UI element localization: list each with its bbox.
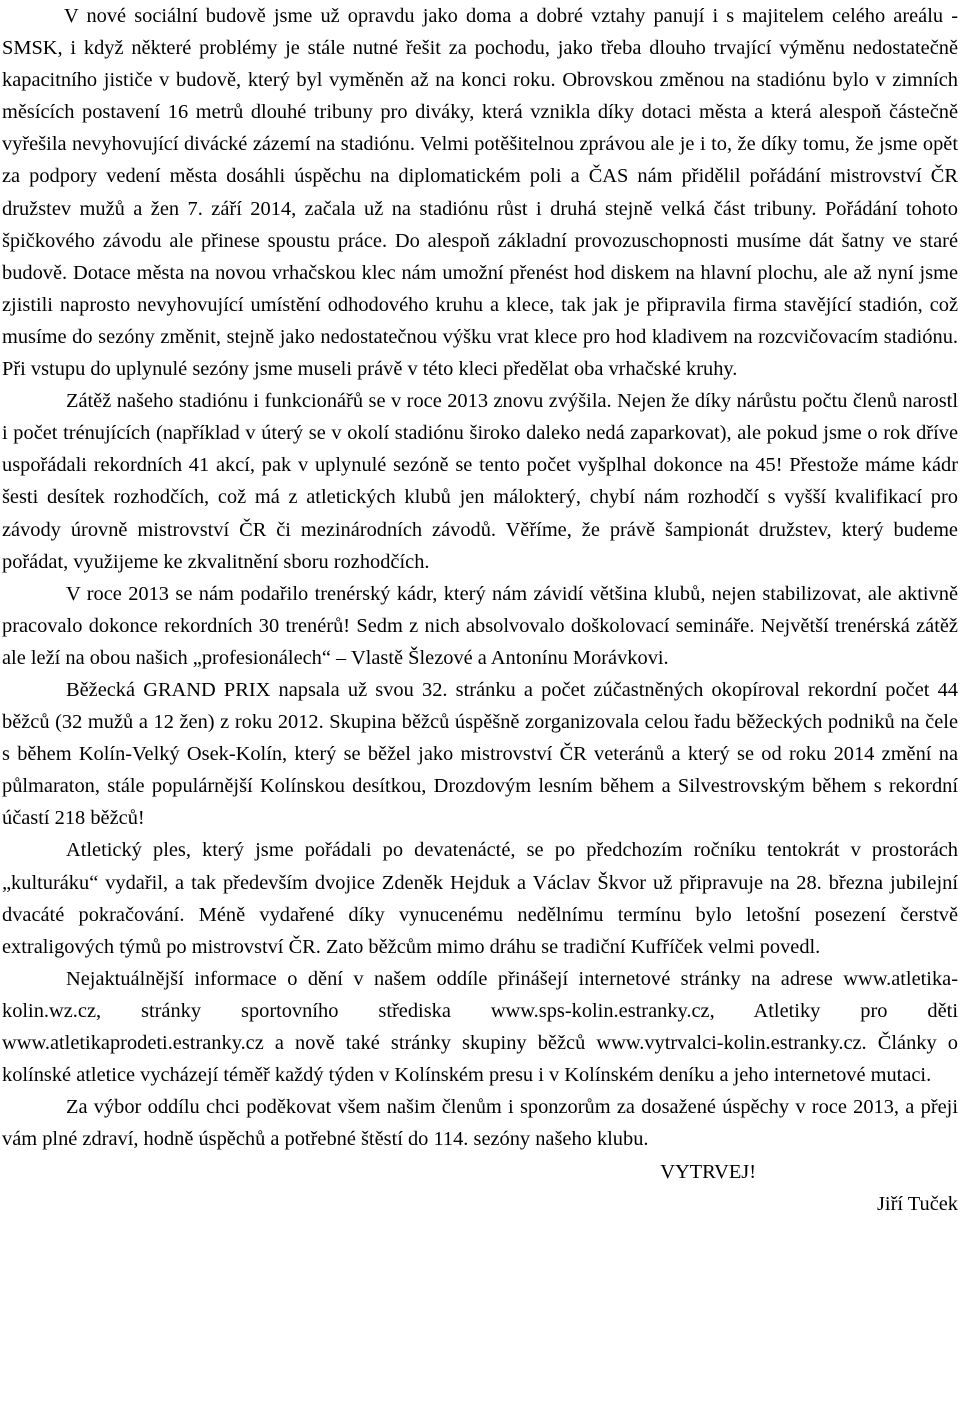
paragraph-ball: Atletický ples, který jsme pořádali po devatenácté, se po předchozím ročníku tentokrát v prostorách „kulturáku“ vydařil, a tak především dvojice Zdeněk Hejduk a Václav Škvor už připravuje na 28. března jubilejní dvacáté pokračování. Méně vydařené díky vynucenému nedělnímu termínu bylo letošní posezení čerstvě extraligových týmů po mistrovství ČR. Zato běžcům mimo dráhu se tradiční Kufříček velmi povedl. bbox=[2, 839, 958, 958]
paragraph-coaches: V roce 2013 se nám podařilo trenérský kádr, který nám závidí většina klubů, nejen stabilizovat, ale aktivně pracovalo dokonce rekordních 30 trenérů! Sedm z nich absolvovalo doškolovací semináře. Největší trenérská zátěž ale leží na obou našich „profesionálech“ – Vlastě Šlezové a Antonínu Morávkovi. bbox=[2, 582, 958, 669]
author-signature: Jiří Tuček bbox=[876, 1193, 958, 1216]
closing-motto: VYTRVEJ! bbox=[660, 1161, 756, 1184]
paragraph-officials: Zátěž našeho stadiónu i funkcionářů se v roce 2013 znovu zvýšila. Nejen že díky nárůstu počtu členů narostl i počet trénujících (například v úterý se v okolí stadiónu široko daleko nedá zaparkovat), ale pokud jsme o rok dříve uspořádali rekordních 41 akcí, pak v uplynulé sezóně se tento počet vyšplhal dokonce na 45! Přestože máme kádr šesti desítek rozhodčích, což má z atletických klubů jen málokterý, chybí nám rozhodčí s vyšší kvalifikací pro závody úrovně mistrovství ČR či mezinárodních závodů. Věříme, že právě šampionát družstev, který budeme pořádat, využijeme ke zkvalitnění sboru rozhodčích. bbox=[2, 390, 958, 573]
paragraph-stadium: V nové sociální budově jsme už opravdu jako doma a dobré vztahy panují i s majitelem celého areálu - SMSK, i když některé problémy je stále nutné řešit za pochodu, jako třeba dlouho trvající výměnu nedostatečně kapacitního jističe v budově, který byl vyměněn až na konci roku. Obrovskou změnou na stadiónu bylo v zimních měsících postavení 16 metrů dlouhé tribuny pro diváky, která vznikla díky dotaci města a která alespoň částečně vyřešila nevyhovující divácké zázemí na stadiónu. Velmi potěšitelnou zprávou ale je i to, že díky tomu, že jsme opět za podpory vedení města dosáhli úspěchu na diplomatickém poli a ČAS nám přidělil pořádání mistrovství ČR družstev mužů a žen 7. září 2014, začala už na stadiónu růst i druhá stejně velká část tribuny. Pořádání tohoto špičkového závodu ale přinese spoustu práce. Do alespoň základní provozuschopnosti musíme dát šatny ve staré budově. Dotace města na novou vrhačskou klec nám umožní přenést hod diskem na hlavní plochu, ale až nyní jsme zjistili naprosto nevyhovující umístění odhodového kruhu a klece, tak jak je připravila firma stavějící stadión, což musíme do sezóny změnit, stejně jako nedostatečnou výšku vrat klece pro hod kladivem na rozcvičovacím stadiónu. Při vstupu do uplynulé sezóny jsme museli právě v této kleci předělat oba vrhačské kruhy. bbox=[2, 5, 958, 381]
paragraph-websites: Nejaktuálnější informace o dění v našem oddíle přinášejí internetové stránky na adrese www.atletika-kolin.wz.cz, stránky sportovního střediska www.sps-kolin.estranky.cz, Atletiky pro děti www.atletikaprodeti.estranky.cz a nově také stránky skupiny běžců www.vytrvalci-kolin.estranky.cz. Články o kolínské atletice vycházejí téměř každý týden v Kolínském presu i v Kolínském deníku a jeho internetové mutaci. bbox=[2, 967, 958, 1087]
paragraph-thanks: Za výbor oddílu chci poděkovat všem našim členům i sponzorům za dosažené úspěchy v roce 2013, a přeji vám plné zdraví, hodně úspěchů a potřebné štěstí do 114. sezóny našeho klubu. bbox=[2, 1096, 958, 1151]
paragraph-grand-prix: Běžecká GRAND PRIX napsala už svou 32. stránku a počet zúčastněných okopíroval rekordní počet 44 běžců (32 mužů a 12 žen) z roku 2012. Skupina běžců úspěšně zorganizovala celou řadu běžeckých podniků na čele s během Kolín-Velký Osek-Kolín, který se běžel jako mistrovství ČR veteránů a který se od roku 2014 změní na půlmaraton, stále populárnější Kolínskou desítkou, Drozdovým lesním během a Silvestrovským během s rekordní účastí 218 běžců! bbox=[2, 678, 958, 830]
document-page bbox=[2, 0, 958, 1221]
